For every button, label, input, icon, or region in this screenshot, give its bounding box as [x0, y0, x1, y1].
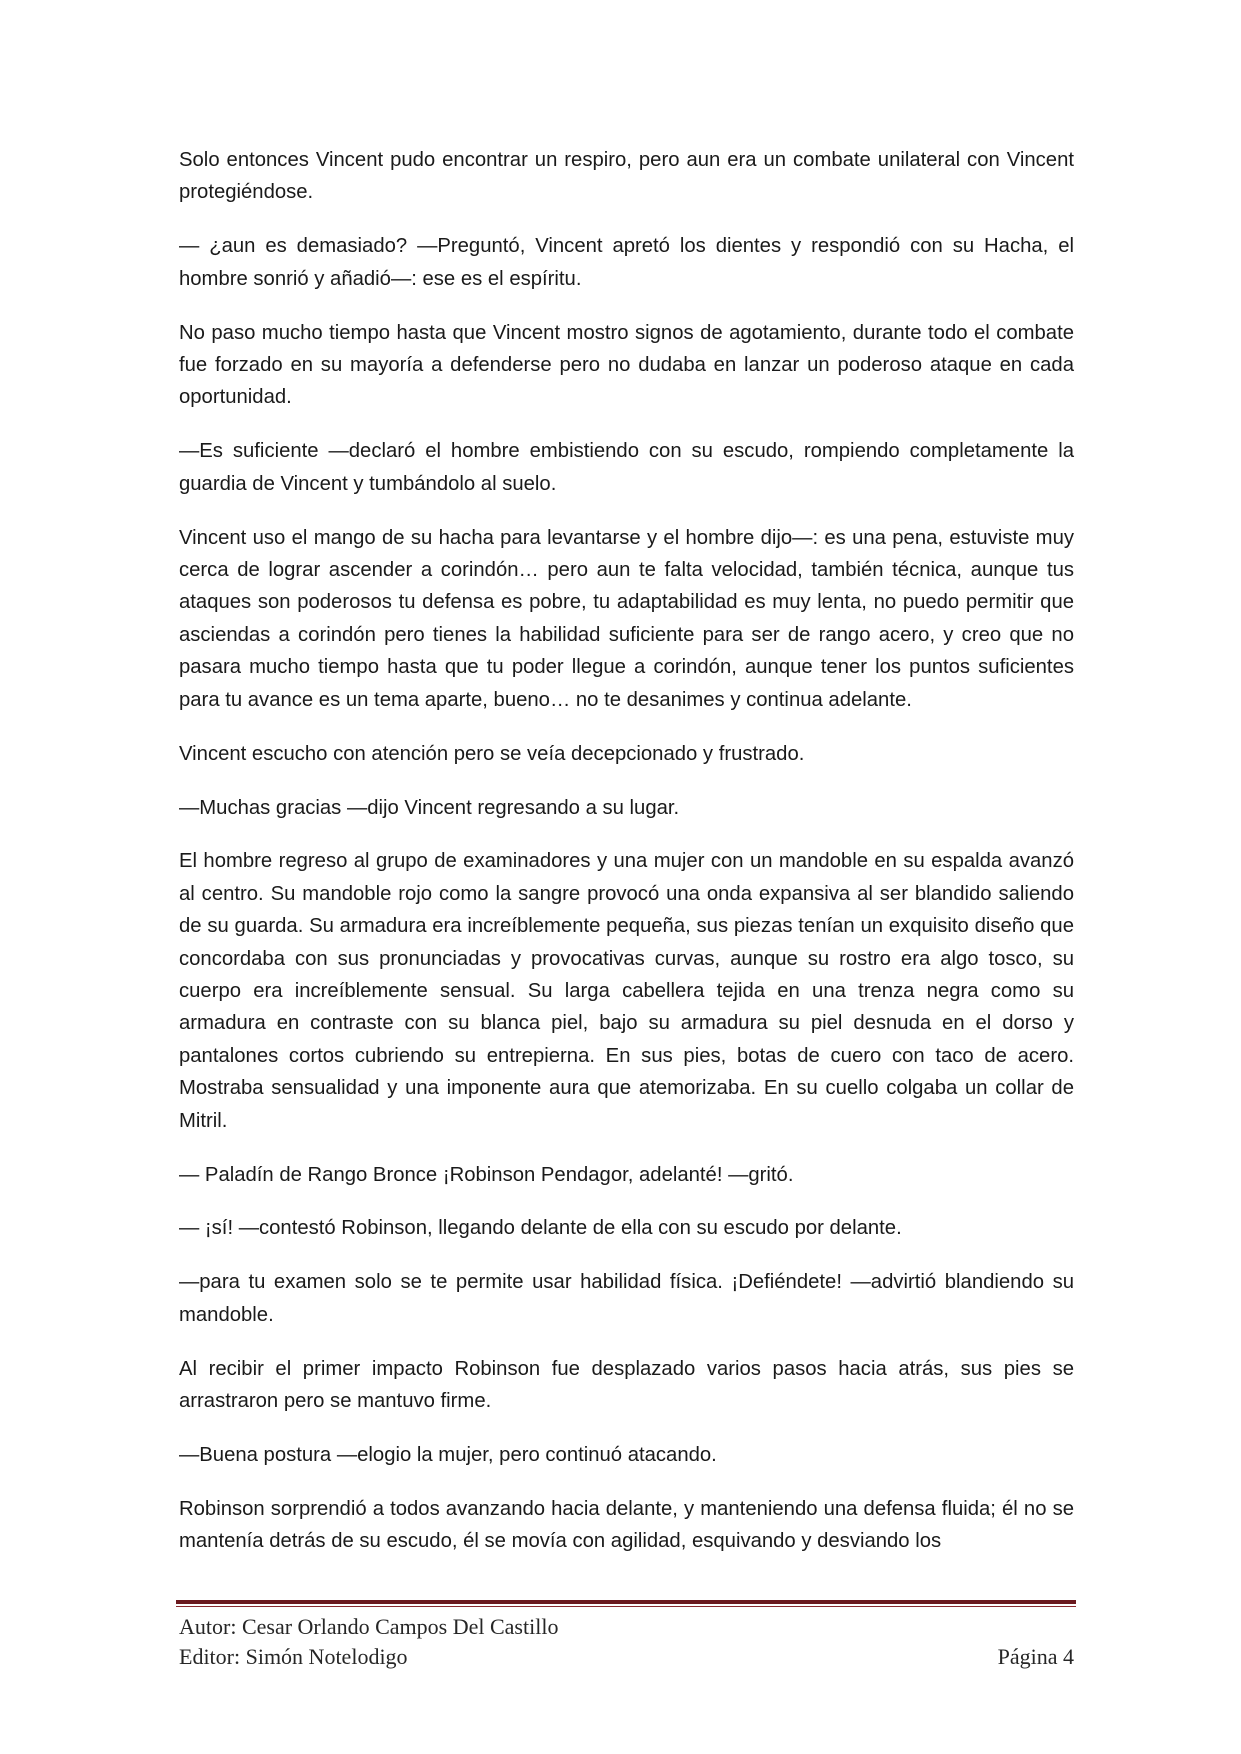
footer-rule-thin	[176, 1606, 1076, 1607]
footer-rule-thick	[176, 1600, 1076, 1604]
body-text	[179, 144, 1074, 1579]
footer-author-line	[179, 1612, 1074, 1642]
paragraph: —Buena postura —elogio la mujer, pero continuó atacando.	[179, 1444, 717, 1466]
paragraph: — Paladín de Rango Bronce ¡Robinson Pendagor, adelanté! —gritó.	[179, 1163, 794, 1186]
footer-author: Autor: Cesar Orlando Campos Del Castillo	[179, 1614, 559, 1639]
paragraph: Robinson sorprendió a todos avanzando hacia delante, y manteniendo una defensa fluida; él no se mantenía detrás de su escudo, él se movía con agilidad, esquivando y desviando los	[179, 1497, 1074, 1553]
footer-editor: Editor: Simón Notelodigo	[179, 1644, 408, 1669]
paragraph: El hombre regreso al grupo de examinadores y una mujer con un mandoble en su espalda avanzó al centro. Su mandoble rojo como la sangre provocó una onda expansiva al ser blandido saliendo de su guarda. Su armadura era increíblemente pequeña, sus piezas tenían un exquisito diseño que concordaba con sus pronunciadas y provocativas curvas, aunque su rostro era algo tosco, su cuerpo era increíblemente sensual. Su larga cabellera tejida en una trenza negra como su armadura en contraste con su blanca piel, bajo su armadura su piel desnuda en el dorso y pantalones cortos cubriendo su entrepierna. En sus pies, botas de cuero con taco de acero. Mostraba sensualidad y una imponente aura que atemorizaba. En su cuello colgaba un collar de Mitril.	[179, 850, 1074, 1132]
page-footer	[179, 1612, 1074, 1672]
paragraph: —Muchas gracias —dijo Vincent regresando a su lugar.	[179, 796, 680, 819]
paragraph: No paso mucho tiempo hasta que Vincent mostro signos de agotamiento, durante todo el combate fue forzado en su mayoría a defenderse pero no dudaba en lanzar un poderoso ataque en cada oportunidad.	[179, 321, 1074, 409]
paragraph: Vincent uso el mango de su hacha para levantarse y el hombre dijo—: es una pena, estuviste muy cerca de lograr ascender a corindón… pero aun te falta velocidad, también técnica, aunque tus ataques son poderosos tu defensa es pobre, tu adaptabilidad es muy lenta, no puedo permitir que asciendas a corindón pero tienes la habilidad suficiente para ser de rango acero, y creo que no pasara mucho tiempo hasta que tu poder llegue a corindón, aunque tener los puntos suficientes para tu avance es un tema aparte, bueno… no te desanimes y continua adelante.	[179, 526, 1074, 711]
paragraph: —Es suficiente —declaró el hombre embistiendo con su escudo, rompiendo completamente la guardia de Vincent y tumbándolo al suelo.	[179, 440, 1074, 495]
page-number: Página 4	[997, 1644, 1074, 1669]
paragraph: Vincent escucho con atención pero se veía decepcionado y frustrado.	[179, 742, 805, 765]
paragraph: — ¡sí! —contestó Robinson, llegando delante de ella con su escudo por delante.	[179, 1217, 902, 1240]
paragraph: Solo entonces Vincent pudo encontrar un respiro, pero aun era un combate unilateral con Vincent protegiéndose.	[179, 149, 1074, 204]
footer-editor-line	[179, 1642, 1074, 1672]
paragraph: —para tu examen solo se te permite usar habilidad física. ¡Defiéndete! —advirtió blandiendo su mandoble.	[179, 1271, 1074, 1326]
paragraph: Al recibir el primer impacto Robinson fue desplazado varios pasos hacia atrás, sus pies se arrastraron pero se mantuvo firme.	[179, 1357, 1074, 1413]
paragraph: — ¿aun es demasiado? —Preguntó, Vincent apretó los dientes y respondió con su Hacha, el hombre sonrió y añadió—: ese es el espíritu.	[179, 235, 1074, 290]
